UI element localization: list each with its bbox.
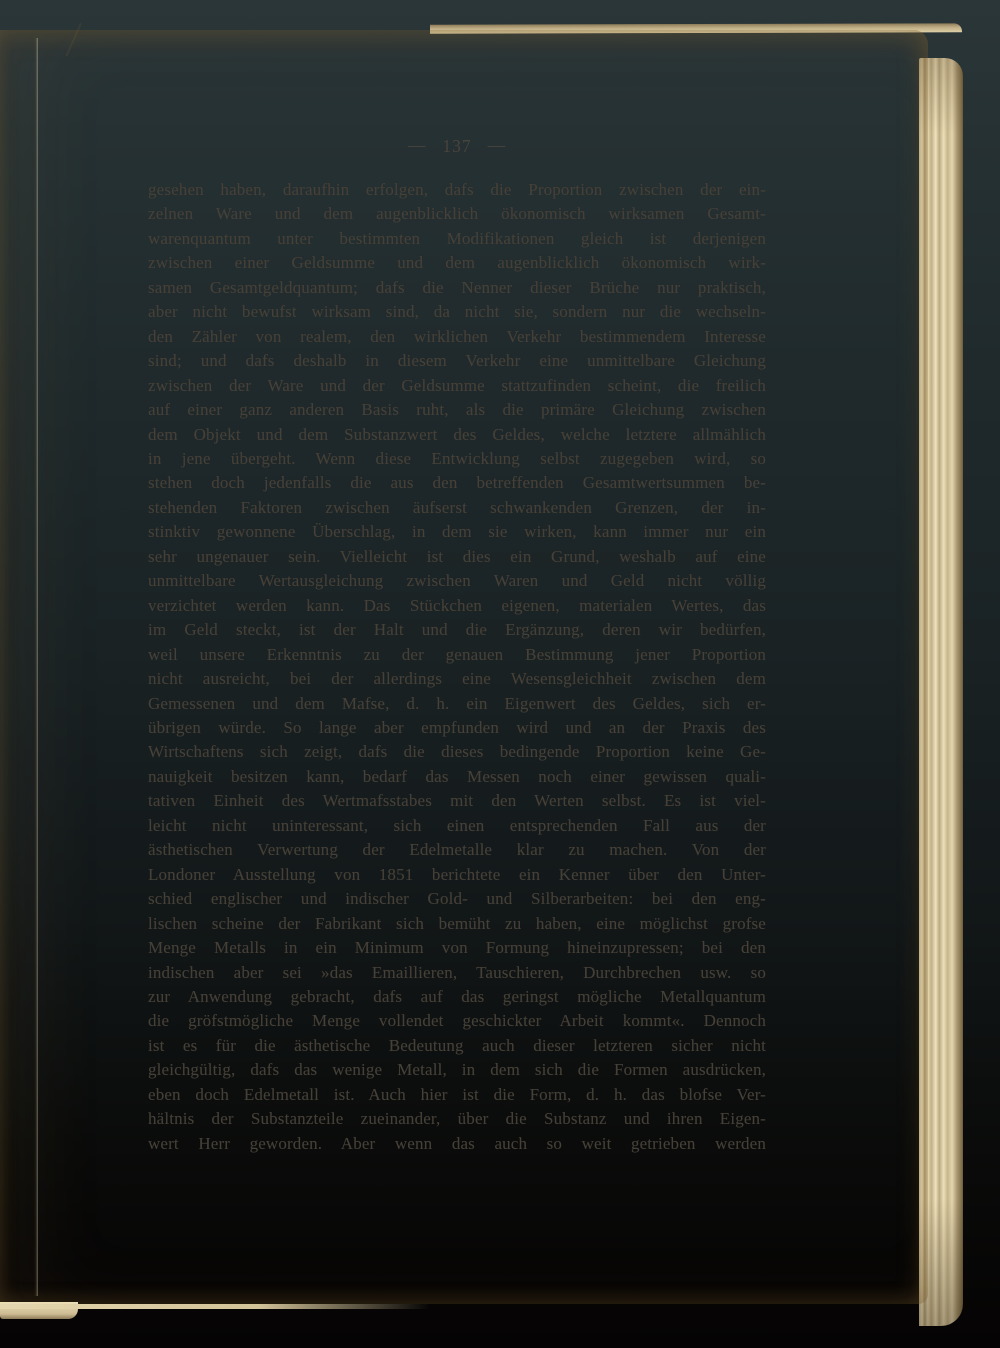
text-line: weil unsere Erkenntnis zu der genauen Bestimmung jener Proportion <box>148 644 766 664</box>
text-line: auf einer ganz anderen Basis ruht, als die primäre Gleichung zwischen <box>148 400 766 420</box>
text-line: den Zähler von realem, den wirklichen Verkehr bestimmendem Interesse <box>148 326 766 346</box>
text-line: übrigen würde. So lange aber empfunden wird und an der Praxis des <box>148 717 766 737</box>
text-line: ästhetischen Verwertung der Edelmetalle klar zu machen. Von der <box>148 840 766 860</box>
text-line: Menge Metalls in ein Minimum von Formung hineinzupressen; bei den <box>148 938 766 958</box>
text-line: in jene übergeht. Wenn diese Entwicklung selbst zugegeben wird, so <box>148 448 766 468</box>
text-line: stinktiv gewonnene Überschlag, in dem sie wirken, kann immer nur ein <box>148 522 766 542</box>
text-line: stehen doch jedenfalls die aus den betreffenden Gesamtwertsummen be- <box>148 473 766 493</box>
text-line: tativen Einheit des Wertmafsstabes mit den Werten selbst. Es ist viel- <box>148 791 766 811</box>
text-line: samen Gesamtgeldquantum; dafs die Nenner dieser Brüche nur praktisch, <box>148 277 766 297</box>
text-line: die gröfstmögliche Menge vollendet geschickter Arbeit kommt«. Dennoch <box>148 1011 766 1031</box>
text-line: wert Herr geworden. Aber wenn das auch so weit getrieben werden <box>148 1133 766 1153</box>
text-line: gleichgültig, dafs das wenige Metall, in dem sich die Formen ausdrücken, <box>148 1060 766 1080</box>
text-line: warenquantum unter bestimmten Modifikationen gleich ist derjenigen <box>148 228 766 248</box>
text-line: zelnen Ware und dem augenblicklich ökonomisch wirksamen Gesamt- <box>148 204 766 224</box>
text-line: im Geld steckt, ist der Halt und die Ergänzung, deren wir bedürfen, <box>148 620 766 640</box>
text-line: ist es für die ästhetische Bedeutung auch dieser letzteren sicher nicht <box>148 1035 766 1055</box>
text-line: schied englischer und indischer Gold- und Silberarbeiten: bei den eng- <box>148 889 766 909</box>
text-line: Londoner Ausstellung von 1851 berichtete ein Kenner über den Unter- <box>148 864 766 884</box>
corner-fold-mark <box>65 23 136 81</box>
text-line: nicht ausreicht, bei der allerdings eine Wesensgleichheit zwischen dem <box>148 669 766 689</box>
text-line: verzichtet werden kann. Das Stückchen eigenen, materialen Wertes, das <box>148 595 766 615</box>
text-line: Gemessenen und dem Mafse, d. h. ein Eigenwert des Geldes, sich er- <box>148 693 766 713</box>
text-line: hältnis der Substanzteile zueinander, über die Substanz und ihren Eigen- <box>148 1109 766 1129</box>
header-dash-right: — <box>487 135 507 155</box>
text-line: dem Objekt und dem Substanzwert des Geldes, welche letztere allmählich <box>148 424 766 444</box>
text-line: aber nicht bewufst wirksam sind, da nicht sie, sondern nur die wechseln- <box>148 302 766 322</box>
header-dash-left: — <box>407 135 427 155</box>
text-line: sehr ungenauer sein. Vielleicht ist dies ein Grund, weshalb auf eine <box>148 546 766 566</box>
text-line: unmittelbare Wertausgleichung zwischen Waren und Geld nicht völlig <box>148 571 766 591</box>
text-line: nauigkeit besitzen kann, bedarf das Messen noch einer gewissen quali- <box>148 766 766 786</box>
page-number: 137 <box>442 136 472 156</box>
text-line: Wirtschaftens sich zeigt, dafs die dieses bedingende Proportion keine Ge- <box>148 742 766 762</box>
page-crease <box>34 38 38 1296</box>
text-line: eben doch Edelmetall ist. Auch hier ist die Form, d. h. das blofse Ver- <box>148 1084 766 1104</box>
text-line: lischen scheine der Fabrikant sich bemüht zu haben, eine möglichst grofse <box>148 913 766 933</box>
text-line: zur Anwendung gebracht, dafs auf das geringst mögliche Metallquantum <box>148 986 766 1006</box>
text-line: zwischen der Ware und der Geldsumme stattzufinden scheint, die freilich <box>148 375 766 395</box>
page-header <box>148 136 766 157</box>
under-page-edge <box>0 1304 430 1309</box>
book-page <box>0 30 928 1304</box>
text-line: stehenden Faktoren zwischen äufserst schwankenden Grenzen, der in- <box>148 497 766 517</box>
text-line: leicht nicht uninteressant, sich einen entsprechenden Fall aus der <box>148 815 766 835</box>
body-text <box>148 178 766 1156</box>
text-line: sind; und dafs deshalb in diesem Verkehr eine unmittelbare Gleichung <box>148 351 766 371</box>
text-line: indischen aber sei »das Emaillieren, Tauschieren, Durchbrechen usw. so <box>148 962 766 982</box>
text-line: gesehen haben, daraufhin erfolgen, dafs die Proportion zwischen der ein- <box>148 180 766 199</box>
text-line: zwischen einer Geldsumme und dem augenblicklich ökonomisch wirk- <box>148 253 766 273</box>
